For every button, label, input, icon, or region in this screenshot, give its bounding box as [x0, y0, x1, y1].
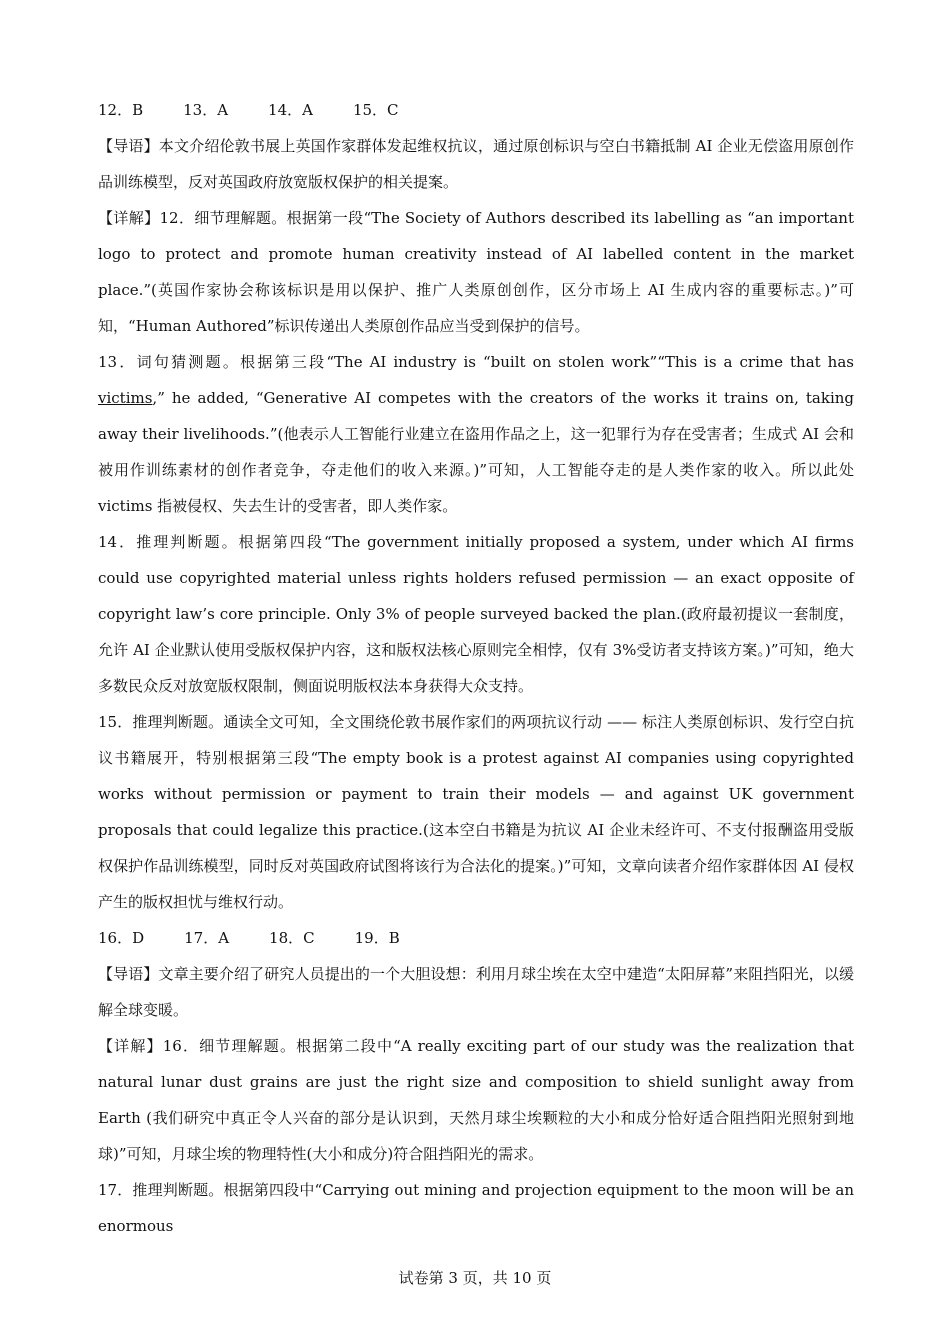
answer-17: 17．A — [184, 929, 230, 947]
explanation-q15: 15．推理判断题。通读全文可知，全文围绕伦敦书展作家们的两项抗议行动 —— 标注人类原创标识、发行空白抗议书籍展开，特别根据第三段“The empty book is a protest against AI companies using copyrighted works without permission or payment to train their models — and against UK government proposals that could legalize this practice.(这本空白书籍是为抗议 AI 企业未经许可、不支付报酬盗用受版权保护作品训练模型，同时反对英国政府试图将该行为合法化的提案。)”可知，文章向读者介绍作家群体因 AI 侵权产生的版权担忧与维权行动。 — [98, 713, 854, 911]
explanation-q14: 14．推理判断题。根据第四段“The government initially proposed a system, under which AI firms could use copyrighted material unless rights holders refused permission — an exact opposite of copyright law’s core principle. Only 3% of people surveyed backed the plan.(政府最初提议一套制度，允许 AI 企业默认使用受版权保护内容，这和版权法核心原则完全相悖，仅有 3%受访者支持该方案。)”可知，绝大多数民众反对放宽版权限制，侧面说明版权法本身获得大众支持。 — [98, 533, 854, 695]
intro-text: 文章主要介绍了研究人员提出的一个大胆设想：利用月球尘埃在太空中建造“太阳屏幕”来阻挡阳光，以缓解全球变暖。 — [98, 965, 854, 1019]
intro-tag: 【导语】 — [98, 965, 159, 983]
answer-16: 16．D — [98, 929, 145, 947]
answer-row-12-15 — [98, 92, 854, 128]
intro-text: 本文介绍伦敦书展上英国作家群体发起维权抗议，通过原创标识与空白书籍抵制 AI 企业无偿盗用原创作品训练模型，反对英国政府放宽版权保护的相关提案。 — [98, 137, 854, 191]
intro-tag: 【导语】 — [98, 137, 159, 155]
answer-19: 19．B — [354, 929, 400, 947]
explanation-text: 16．细节理解题。根据第二段中“A really exciting part of our study was the realization that natural lunar dust grains are just the right size and composition to shield sunlight away from Earth (我们研究中真正令人兴奋的部分是认识到，天然月球尘埃颗粒的大小和成分恰好适合阻挡阳光照射到地球)”可知，月球尘埃的物理特性(大小和成分)符合阻挡阳光的需求。 — [98, 1037, 854, 1163]
answer-15: 15．C — [352, 101, 399, 119]
detail-tag: 【详解】 — [98, 209, 160, 227]
intro-paragraph-1 — [98, 128, 854, 200]
answer-18: 18．C — [269, 929, 315, 947]
explanation-text: ,” he added, “Generative AI competes with the creators of the works it trains on, taking away their livelihoods.”(他表示人工智能行业建立在盗用作品之上，这一犯罪行为存在受害者；生成式 AI 会和被用作训练素材的创作者竞争，夺走他们的收入来源。)”可知，人工智能夺走的是人类作家的收入。所以此处 victims 指被侵权、失去生计的受害者，即人类作家。 — [98, 389, 854, 515]
answer-13: 13．A — [183, 101, 229, 119]
explanation-text: 13．词句猜测题。根据第三段“The AI industry is “built on stolen work”“This is a crime that has — [98, 353, 854, 371]
detail-tag: 【详解】 — [98, 1037, 163, 1055]
intro-paragraph-2 — [98, 956, 854, 1028]
underlined-word: victims — [98, 389, 153, 407]
explanation-q13 — [98, 344, 854, 524]
explanation-q17: 17．推理判断题。根据第四段中“Carrying out mining and projection equipment to the moon will be an enormous — [98, 1181, 854, 1235]
answer-14: 14．A — [268, 101, 313, 119]
answer-12: 12．B — [98, 101, 144, 119]
explanation-q12 — [98, 200, 854, 344]
document-body — [98, 92, 854, 1244]
explanation-q16 — [98, 1028, 854, 1172]
page-footer: 试卷第 3 页，共 10 页 — [398, 1269, 552, 1287]
explanation-text: 12．细节理解题。根据第一段“The Society of Authors described its labelling as “an important logo to protect and promote human creativity instead of AI labelled content in the market place.”(英国作家协会称该标识是用以保护、推广人类原创创作，区分市场上 AI 生成内容的重要标志。)”可知，“Human Authored”标识传递出人类原创作品应当受到保护的信号。 — [98, 209, 854, 335]
answer-row-16-19 — [98, 920, 854, 956]
